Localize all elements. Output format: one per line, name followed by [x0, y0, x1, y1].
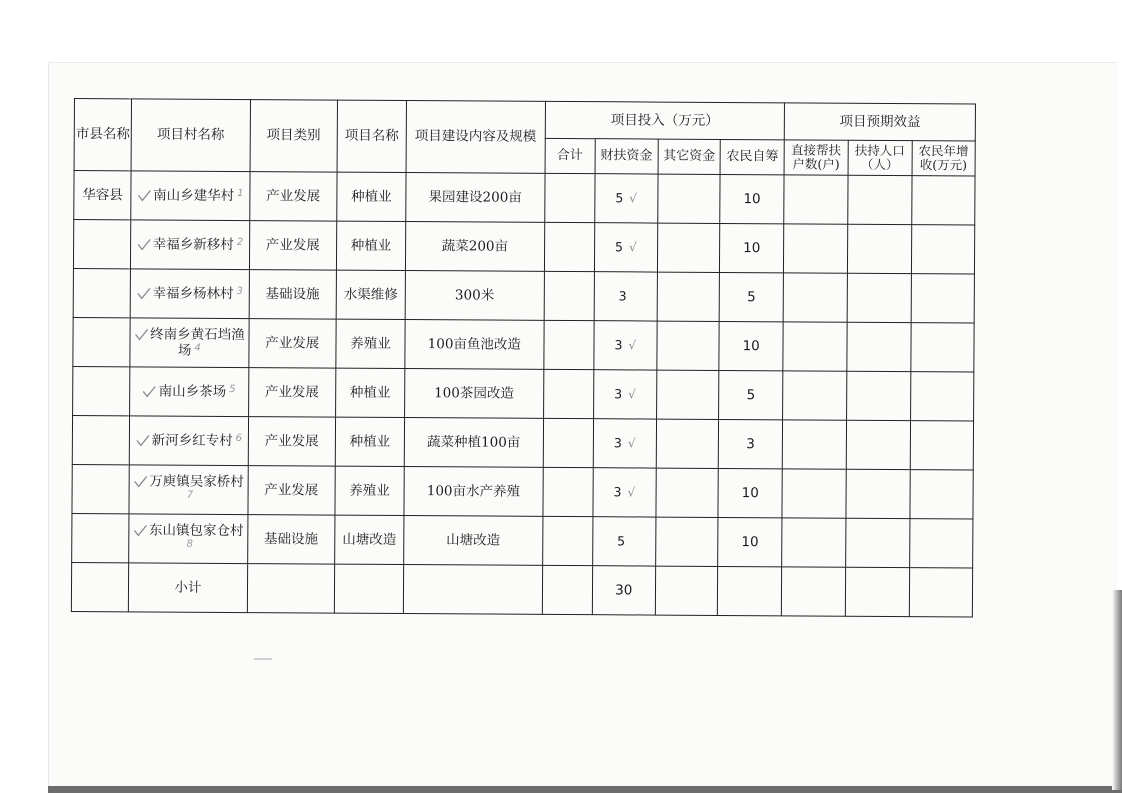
people-cell: [846, 420, 911, 469]
fiscal-cell: [593, 370, 657, 419]
category-cell: 基础设施: [247, 515, 335, 565]
total-cell: [543, 418, 593, 467]
row-index-mark: 1: [237, 187, 244, 199]
households-cell: [784, 224, 848, 273]
total-cell: [542, 467, 592, 516]
county-cell: 华容县: [74, 171, 131, 220]
header-benefit: 项目预期效益: [785, 103, 976, 141]
table-body: [71, 171, 975, 617]
header-project-name: 项目名称: [337, 100, 407, 172]
project-cell: 山塘改造: [335, 515, 405, 564]
village-cell: [129, 416, 248, 466]
farmer-cell: 10: [719, 321, 784, 370]
people-cell: [847, 273, 912, 322]
income-cell: [910, 421, 974, 470]
project-cell: 水渠维修: [336, 270, 406, 319]
table-row: [74, 171, 975, 226]
fiscal-cell: [593, 468, 657, 517]
county-cell: [73, 317, 130, 366]
header-farmer: 农民自筹: [720, 139, 784, 174]
village-name: 南山乡建华村: [153, 187, 235, 204]
empty-cell: [334, 564, 404, 613]
people-cell: [846, 322, 911, 371]
total-cell: [543, 369, 593, 418]
county-cell: [72, 464, 129, 513]
fiscal-value: 3: [613, 435, 622, 451]
fiscal-value: 3: [614, 386, 623, 402]
village-name: 幸福乡杨林村: [152, 285, 234, 302]
fiscal-value: 5: [617, 533, 626, 549]
total-cell: [542, 516, 592, 565]
category-cell: 产业发展: [249, 221, 337, 271]
farmer-cell: 10: [718, 468, 783, 517]
empty-cell: [542, 565, 592, 614]
category-cell: 产业发展: [248, 466, 336, 516]
project-cell: 种植业: [337, 172, 407, 221]
village-cell: [129, 465, 248, 515]
county-cell: [73, 268, 130, 317]
row-index-mark: 7: [186, 489, 194, 501]
header-county: 市县名称: [74, 99, 132, 171]
village-name: 幸福乡新移村: [152, 236, 234, 253]
scan-edge-right: [1112, 590, 1122, 790]
income-cell: [909, 519, 973, 568]
subtotal-label: 小计: [129, 563, 248, 613]
content-cell: 300米: [405, 271, 544, 321]
project-cell: 养殖业: [336, 319, 406, 368]
households-cell: [784, 175, 848, 224]
checkmark-icon: [136, 288, 150, 300]
empty-cell: [909, 568, 973, 617]
checkmark-icon: [133, 476, 147, 488]
checkmark-icon: [137, 239, 151, 251]
row-index-mark: 6: [235, 432, 243, 444]
fiscal-cell: [594, 174, 658, 223]
farmer-cell: 10: [720, 174, 785, 223]
table-row: [73, 317, 974, 372]
village-cell: [131, 171, 250, 221]
village-name: 南山乡茶场: [158, 383, 227, 400]
income-cell: [911, 274, 975, 323]
project-table: [71, 98, 976, 618]
header-other: 其它资金: [658, 139, 720, 174]
content-cell: 果园建设200亩: [406, 173, 545, 223]
header-people: 扶持人口（人）: [848, 140, 912, 175]
header-village: 项目村名称: [131, 99, 250, 172]
row-index-mark: 2: [236, 236, 244, 248]
header-total: 合计: [545, 138, 595, 173]
content-cell: 100亩鱼池改造: [405, 320, 544, 370]
county-cell: [73, 220, 130, 269]
project-cell: 种植业: [335, 417, 405, 466]
header-content: 项目建设内容及规模: [406, 101, 545, 174]
fiscal-cell: [594, 272, 658, 321]
village-name: 终南乡黄石垱渔场: [150, 326, 245, 359]
row-index-mark: 3: [236, 285, 243, 297]
category-cell: 产业发展: [248, 417, 336, 467]
pen-mark: √: [628, 387, 636, 402]
other-cell: [656, 468, 719, 517]
empty-cell: [717, 566, 782, 615]
fiscal-value: 3: [614, 337, 623, 353]
other-cell: [656, 370, 719, 419]
village-cell: [130, 318, 249, 368]
income-cell: [910, 470, 974, 519]
table-row: [73, 220, 974, 275]
subtotal-row: [71, 562, 972, 617]
households-cell: [783, 322, 847, 371]
table-row: [73, 366, 974, 421]
category-cell: 产业发展: [248, 368, 336, 418]
header-investment: 项目投入（万元）: [545, 101, 785, 139]
pen-mark: √: [628, 240, 637, 255]
income-cell: [910, 372, 974, 421]
farmer-cell: 10: [718, 517, 783, 566]
empty-cell: [655, 566, 718, 615]
checkmark-icon: [137, 190, 151, 202]
category-cell: 基础设施: [249, 270, 337, 320]
header-income: 农民年增收(万元): [912, 141, 976, 176]
village-cell: [130, 269, 249, 319]
content-cell: 蔬菜种植100亩: [404, 418, 543, 468]
fiscal-cell: [594, 321, 658, 370]
households-cell: [783, 371, 847, 420]
households-cell: [782, 518, 846, 567]
fiscal-cell: [594, 223, 658, 272]
category-cell: 产业发展: [249, 172, 337, 222]
subtotal-fiscal: 30: [592, 566, 656, 615]
people-cell: [846, 371, 911, 420]
scan-edge-bottom: [48, 786, 1122, 793]
checkmark-icon: [143, 386, 157, 398]
farmer-cell: 5: [719, 370, 784, 419]
pen-mark: √: [627, 485, 636, 500]
fiscal-value: 3: [618, 288, 627, 304]
total-cell: [544, 271, 594, 320]
header-fiscal: 财扶资金: [595, 139, 658, 174]
fiscal-value: 5: [615, 190, 624, 206]
empty-cell: [403, 565, 542, 615]
row-index-mark: 5: [229, 383, 236, 395]
project-cell: 种植业: [336, 221, 406, 270]
people-cell: [845, 518, 910, 567]
farmer-cell: 3: [718, 419, 783, 468]
village-cell: [130, 367, 249, 417]
pen-mark: √: [627, 436, 636, 451]
fiscal-value: 5: [615, 239, 624, 255]
content-cell: 100亩水产养殖: [404, 467, 543, 517]
income-cell: [911, 176, 975, 225]
content-cell: 蔬菜200亩: [406, 222, 545, 272]
scan-mark: [254, 658, 272, 660]
row-index-mark: 4: [194, 342, 201, 354]
people-cell: [847, 224, 912, 273]
other-cell: [658, 174, 721, 223]
empty-cell: [782, 567, 846, 616]
project-cell: 养殖业: [335, 466, 405, 515]
households-cell: [783, 273, 847, 322]
county-cell: [72, 513, 129, 562]
other-cell: [656, 517, 719, 566]
farmer-cell: 5: [719, 272, 784, 321]
table-row: [73, 268, 974, 323]
checkmark-icon: [133, 525, 147, 537]
project-cell: 种植业: [335, 368, 405, 417]
pen-mark: √: [629, 191, 638, 206]
fiscal-cell: [592, 517, 656, 566]
village-cell: [129, 514, 248, 564]
county-cell: [73, 366, 130, 415]
other-cell: [656, 419, 719, 468]
table-row: [72, 464, 973, 519]
fiscal-cell: [593, 419, 657, 468]
row-index-mark: 8: [186, 538, 193, 550]
content-cell: 山塘改造: [404, 516, 543, 566]
people-cell: [847, 175, 912, 224]
households-cell: [783, 420, 847, 469]
other-cell: [657, 223, 720, 272]
empty-cell: [845, 567, 910, 616]
other-cell: [657, 321, 720, 370]
total-cell: [544, 173, 594, 222]
total-cell: [543, 320, 593, 369]
header-row-1: [74, 99, 975, 142]
table-row: [72, 513, 973, 568]
pen-mark: √: [628, 338, 637, 353]
fiscal-value: 3: [613, 484, 622, 500]
total-cell: [544, 222, 594, 271]
checkmark-icon: [134, 329, 148, 341]
farmer-cell: 10: [720, 223, 785, 272]
empty-cell: [71, 562, 128, 611]
village-name: 万庾镇吴家桥村: [149, 473, 244, 490]
header-households: 直接帮扶户数(户): [784, 140, 847, 175]
county-cell: [72, 415, 129, 464]
income-cell: [911, 225, 975, 274]
village-name: 新河乡红专村: [151, 432, 233, 449]
content-cell: 100茶园改造: [405, 369, 544, 419]
income-cell: [911, 323, 975, 372]
empty-cell: [247, 564, 335, 614]
checkmark-icon: [136, 435, 150, 447]
header-category: 项目类别: [250, 100, 338, 173]
category-cell: 产业发展: [248, 319, 336, 369]
people-cell: [845, 469, 910, 518]
village-name: 东山镇包家仓村: [148, 522, 244, 539]
village-cell: [131, 220, 250, 270]
other-cell: [657, 272, 720, 321]
households-cell: [782, 469, 846, 518]
table-row: [72, 415, 973, 470]
